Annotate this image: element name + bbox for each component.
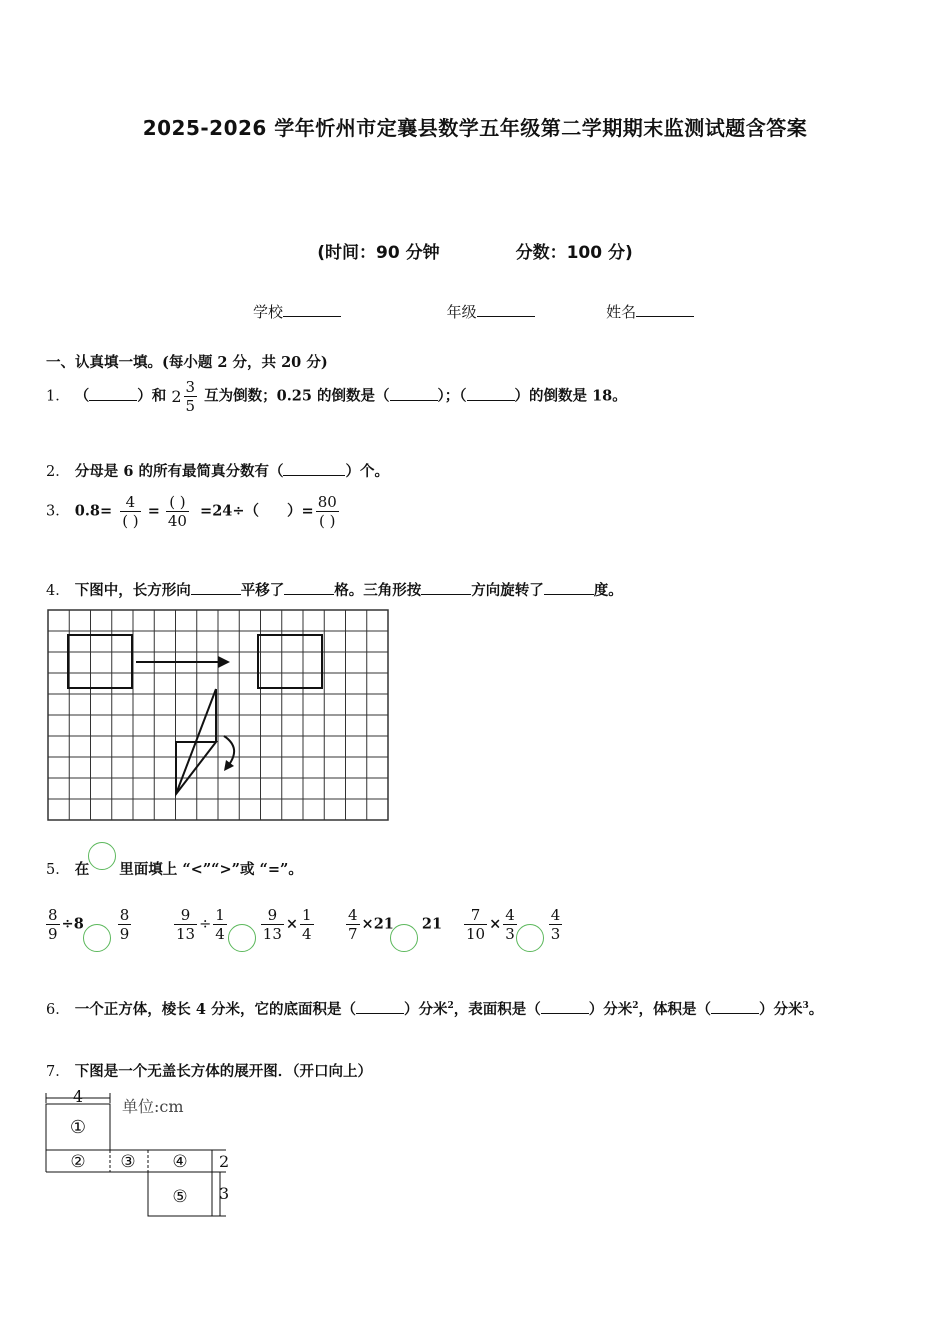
q4-text-1: 下图中，长方形向 xyxy=(74,582,191,599)
q1-text-4: ）的倒数是 18。 xyxy=(514,387,627,405)
q1-number: 1． xyxy=(46,388,70,405)
q4-blank-1[interactable] xyxy=(191,580,241,595)
face-3-label: ③ xyxy=(120,1152,136,1172)
section-1-heading: 一、认真填一填。(每小题 2 分，共 20 分) xyxy=(46,354,328,371)
q6-blank-3[interactable] xyxy=(711,999,759,1014)
unit-label: 单位:cm xyxy=(122,1097,184,1116)
q6-sup-1: 2 xyxy=(447,1001,454,1011)
question-3 xyxy=(46,493,341,530)
q1-paren: （ xyxy=(74,387,90,405)
q6-sup-3: 3 xyxy=(802,1001,809,1011)
q3-fraction-3: $\frac{80}{( )}$ xyxy=(317,493,337,530)
q3-text-a: 0.8= xyxy=(74,502,113,520)
question-5 xyxy=(46,858,303,879)
q4-blank-2[interactable] xyxy=(284,580,334,595)
q6-text-4: ）分米 xyxy=(588,1000,633,1018)
rectangle-original xyxy=(68,635,132,688)
q5-expression-2: $\frac{9}{13}$ ÷ $\frac{1}{4}$ $\frac{9}{13}$ × $\frac{1}{4}$ xyxy=(176,906,312,943)
exam-score: 分数：100 分) xyxy=(515,243,633,263)
face-2-label: ② xyxy=(70,1152,86,1172)
q5-circle-1[interactable] xyxy=(83,924,111,952)
q1-text-3: ）；（ xyxy=(437,387,467,405)
grade-label: 年级 xyxy=(446,303,477,321)
q5-circle-2[interactable] xyxy=(228,924,256,952)
q6-text-7: 。 xyxy=(808,1000,824,1018)
q5-text-2: 里面填上 “<”“>”或 “=”。 xyxy=(119,861,303,878)
school-field[interactable] xyxy=(283,302,341,317)
question-1 xyxy=(46,378,627,415)
q1-fraction: $\frac{3}{5}$ xyxy=(185,378,196,415)
q6-text-1: 一个正方体，棱长 4 分米，它的底面积是（ xyxy=(74,1000,356,1018)
q6-text-2: ）分米 xyxy=(403,1000,448,1018)
q3-number: 3． xyxy=(46,503,70,520)
q4-blank-4[interactable] xyxy=(544,580,594,595)
question-2 xyxy=(46,460,389,481)
q1-mixed-whole: 2 xyxy=(171,387,182,406)
q6-blank-1[interactable] xyxy=(356,999,404,1014)
info-line xyxy=(253,301,694,322)
q1-blank-3[interactable] xyxy=(467,386,515,401)
q1-text-1: ）和 xyxy=(137,387,167,405)
q7-text: 下图是一个无盖长方体的展开图．（开口向上） xyxy=(74,1063,373,1080)
q5-expression-1: $\frac{8}{9}$ ÷8 $\frac{8}{9}$ xyxy=(48,906,130,943)
q3-eq-1: = xyxy=(147,502,160,520)
face-1-label: ① xyxy=(69,1117,87,1138)
q4-text-5: 度。 xyxy=(593,582,623,599)
face-5-label: ⑤ xyxy=(172,1187,188,1207)
grade-field[interactable] xyxy=(477,302,535,317)
q4-text-4: 方向旋转了 xyxy=(471,582,544,599)
face-4-label: ④ xyxy=(172,1152,188,1172)
q1-blank-1[interactable] xyxy=(89,386,137,401)
net-height-label-1: 2 xyxy=(219,1152,230,1171)
q7-net-figure xyxy=(40,1090,240,1220)
q5-expression-4: $\frac{7}{10}$ × $\frac{4}{3}$ $\frac{4}{3}$ xyxy=(466,906,561,943)
q6-text-3: ，表面积是（ xyxy=(453,1000,541,1018)
q4-number: 4． xyxy=(46,583,70,599)
q4-text-2: 平移了 xyxy=(240,582,285,599)
question-7 xyxy=(46,1060,372,1081)
q4-blank-3[interactable] xyxy=(421,580,471,595)
net-height-label-2: 3 xyxy=(219,1184,230,1203)
name-label: 姓名 xyxy=(606,303,637,321)
q2-text-1: 分母是 6 的所有最简真分数有（ xyxy=(74,463,284,480)
name-field[interactable] xyxy=(636,302,694,317)
q5-circle-3[interactable] xyxy=(390,924,418,952)
exam-meta xyxy=(0,238,950,263)
net-width-label: 4 xyxy=(72,1090,84,1106)
exam-time: (时间：90 分钟 xyxy=(317,243,440,263)
rotation-arrow-icon xyxy=(224,736,234,766)
school-label: 学校 xyxy=(253,303,284,321)
q5-text-1: 在 xyxy=(74,861,90,878)
q4-grid-figure xyxy=(46,608,391,822)
question-4 xyxy=(46,579,623,600)
q5-expression-3: $\frac{4}{7}$ ×21 21 xyxy=(348,906,443,943)
triangle-rotated xyxy=(176,742,216,794)
q2-number: 2． xyxy=(46,464,70,480)
q1-text-2: 互为倒数；0.25 的倒数是（ xyxy=(204,387,390,405)
page-title: 2025-2026 学年忻州市定襄县数学五年级第二学期期末监测试题含答案 xyxy=(142,116,808,140)
q2-text-2: ）个。 xyxy=(345,463,389,480)
q4-text-3: 格。三角形按 xyxy=(334,582,422,599)
q3-eq-2: =24÷（ xyxy=(200,502,260,520)
q5-number: 5． xyxy=(46,862,70,878)
answer-circle[interactable] xyxy=(88,842,116,870)
q6-sup-2: 2 xyxy=(632,1001,639,1011)
q6-blank-2[interactable] xyxy=(541,999,589,1014)
q3-fraction-2: $\frac{( )}{40}$ xyxy=(167,493,187,530)
q6-number: 6． xyxy=(46,1001,70,1018)
q6-text-5: ，体积是（ xyxy=(638,1000,712,1018)
q3-eq-3: ）= xyxy=(287,502,314,520)
question-6 xyxy=(46,989,906,1027)
q7-number: 7． xyxy=(46,1064,70,1080)
q5-circle-4[interactable] xyxy=(516,924,544,952)
q6-text-6: ）分米 xyxy=(759,1000,803,1018)
q1-blank-2[interactable] xyxy=(390,386,438,401)
rectangle-translated xyxy=(258,635,322,688)
arrow-head-icon xyxy=(218,656,230,668)
q2-blank[interactable] xyxy=(283,461,345,476)
q3-fraction-1: $\frac{4}{( )}$ xyxy=(122,493,139,530)
